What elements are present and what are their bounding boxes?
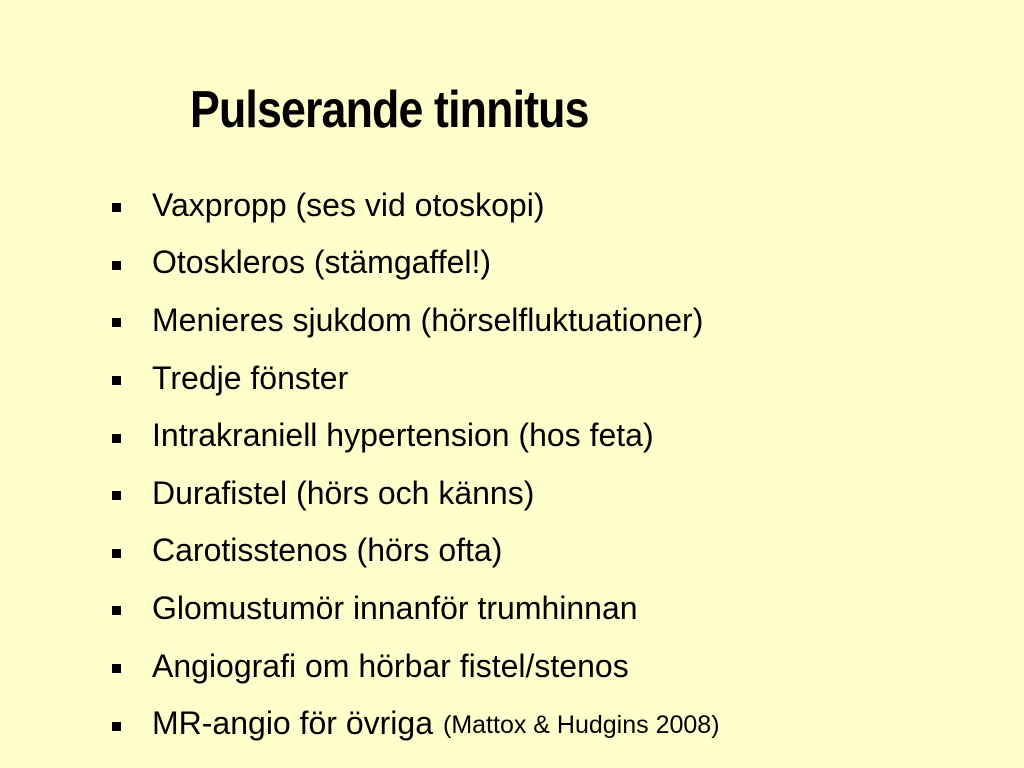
list-item <box>112 234 720 292</box>
square-bullet-icon <box>112 491 121 500</box>
square-bullet-icon <box>112 261 121 270</box>
list-item <box>112 406 720 464</box>
bullet-text: Tredje fönster <box>152 359 349 396</box>
bullet-text: Angiografi om hörbar fistel/stenos <box>152 647 629 684</box>
square-bullet-icon <box>112 318 121 327</box>
square-bullet-icon <box>112 376 121 385</box>
bullet-text: Intrakraniell hypertension (hos feta) <box>152 417 654 454</box>
bullet-list <box>112 176 720 752</box>
square-bullet-icon <box>112 203 121 212</box>
list-item <box>112 579 720 637</box>
list-item <box>112 464 720 522</box>
bullet-text: Vaxpropp (ses vid otoskopi) <box>152 186 545 223</box>
bullet-text: Glomustumör innanför trumhinnan <box>152 589 638 626</box>
square-bullet-icon <box>112 549 121 558</box>
bullet-text: MR-angio för övriga <box>152 705 433 742</box>
list-item <box>112 176 720 234</box>
bullet-text: Durafistel (hörs och känns) <box>152 474 535 511</box>
list-item <box>112 694 720 752</box>
bullet-text: Carotisstenos (hörs ofta) <box>152 532 503 569</box>
list-item <box>112 522 720 580</box>
bullet-text: Menieres sjukdom (hörselfluktuationer) <box>152 301 704 338</box>
list-item <box>112 637 720 695</box>
list-item <box>112 291 720 349</box>
list-item <box>112 349 720 407</box>
square-bullet-icon <box>112 664 121 673</box>
square-bullet-icon <box>112 722 121 731</box>
square-bullet-icon <box>112 434 121 443</box>
slide-title: Pulserande tinnitus <box>190 81 589 139</box>
citation: (Mattox & Hudgins 2008) <box>443 710 720 739</box>
square-bullet-icon <box>112 606 121 615</box>
bullet-text: Otoskleros (stämgaffel!) <box>152 244 492 281</box>
